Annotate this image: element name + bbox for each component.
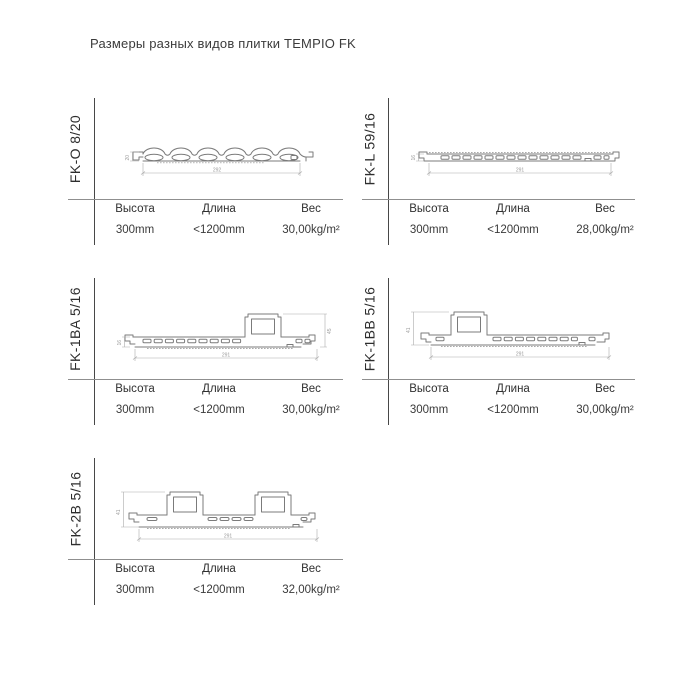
value-height: 300mm (115, 224, 155, 236)
dim-height-label: 16 (117, 339, 123, 346)
dim-box-height-label: 45 (327, 328, 333, 334)
profile-drawing-fk-1bb (389, 277, 639, 377)
section-label-wrap (350, 97, 388, 200)
value-weight: 30,00kg/m² (282, 404, 340, 416)
table-divider (68, 379, 343, 380)
section-label: FK-1BB 5/16 (361, 286, 377, 371)
value-weight: 28,00kg/m² (576, 224, 634, 236)
profile-drawing-fk-o (95, 97, 345, 197)
dim-width-label: 291 (223, 533, 233, 540)
table-value-row (95, 224, 359, 236)
dimension-lines (411, 312, 611, 360)
col-weight: Вес (301, 563, 321, 575)
table-header-row (95, 203, 359, 215)
value-length: <1200mm (193, 404, 245, 416)
profile-outline (133, 148, 313, 161)
profile-drawing-fk-2b (95, 457, 345, 557)
table-header-row (389, 203, 653, 215)
section-label-wrap (56, 97, 94, 200)
section-label-wrap (56, 277, 94, 380)
section-label-wrap (56, 457, 94, 560)
col-weight: Вес (301, 203, 321, 215)
col-length: Длина (496, 383, 530, 395)
col-length: Длина (496, 203, 530, 215)
section-label: FK-2B 5/16 (67, 471, 84, 546)
section-fk-1bb (350, 277, 637, 425)
col-length: Длина (202, 203, 236, 215)
value-length: <1200mm (193, 584, 245, 596)
value-weight: 32,00kg/m² (282, 584, 340, 596)
page-title: Размеры разных видов плитки TEMPIO FK (90, 36, 356, 51)
table-value-row (389, 224, 653, 236)
col-weight: Вес (595, 383, 615, 395)
section-fk-2b (56, 457, 345, 605)
col-height: Высота (115, 563, 155, 575)
table-value-row (95, 584, 359, 596)
dim-height-label: 20 (125, 154, 131, 161)
profile-outline (129, 492, 315, 527)
value-height: 300mm (409, 224, 449, 236)
value-weight: 30,00kg/m² (282, 224, 340, 236)
dim-height-label: 16 (411, 154, 417, 161)
value-weight: 30,00kg/m² (576, 404, 634, 416)
col-length: Длина (202, 563, 236, 575)
table-divider (68, 199, 343, 200)
section-fk-l (350, 97, 637, 245)
col-height: Высота (115, 383, 155, 395)
table-divider (362, 379, 635, 380)
value-height: 300mm (115, 404, 155, 416)
value-length: <1200mm (193, 224, 245, 236)
table-value-row (389, 404, 653, 416)
dim-box-height-label: 41 (116, 509, 122, 515)
col-height: Высота (409, 203, 449, 215)
dim-box-height-label: 41 (406, 327, 412, 333)
profile-drawing-fk-1ba (95, 277, 345, 377)
section-label: FK-1BA 5/16 (67, 286, 83, 371)
col-length: Длина (202, 383, 236, 395)
value-length: <1200mm (487, 404, 539, 416)
profile-drawing-fk-l (389, 97, 639, 197)
table-header-row (95, 563, 359, 575)
dim-width-label: 292 (212, 167, 222, 174)
dim-width-label: 291 (515, 167, 525, 174)
table-divider (362, 199, 635, 200)
col-weight: Вес (301, 383, 321, 395)
section-label: FK-L 59/16 (361, 112, 377, 185)
col-weight: Вес (595, 203, 615, 215)
dim-width-label: 291 (515, 351, 525, 358)
profile-outline (419, 152, 619, 161)
value-length: <1200mm (487, 224, 539, 236)
value-height: 300mm (115, 584, 155, 596)
dim-width-label: 291 (221, 352, 231, 359)
profile-outline (125, 314, 315, 347)
value-height: 300mm (409, 404, 449, 416)
table-header-row (95, 383, 359, 395)
table-value-row (95, 404, 359, 416)
section-label: FK-O 8/20 (67, 114, 83, 183)
col-height: Высота (115, 203, 155, 215)
profile-outline (421, 312, 609, 345)
section-fk-o (56, 97, 345, 245)
table-header-row (389, 383, 653, 395)
section-fk-1ba (56, 277, 345, 425)
section-label-wrap (350, 277, 388, 380)
col-height: Высота (409, 383, 449, 395)
table-divider (68, 559, 343, 560)
